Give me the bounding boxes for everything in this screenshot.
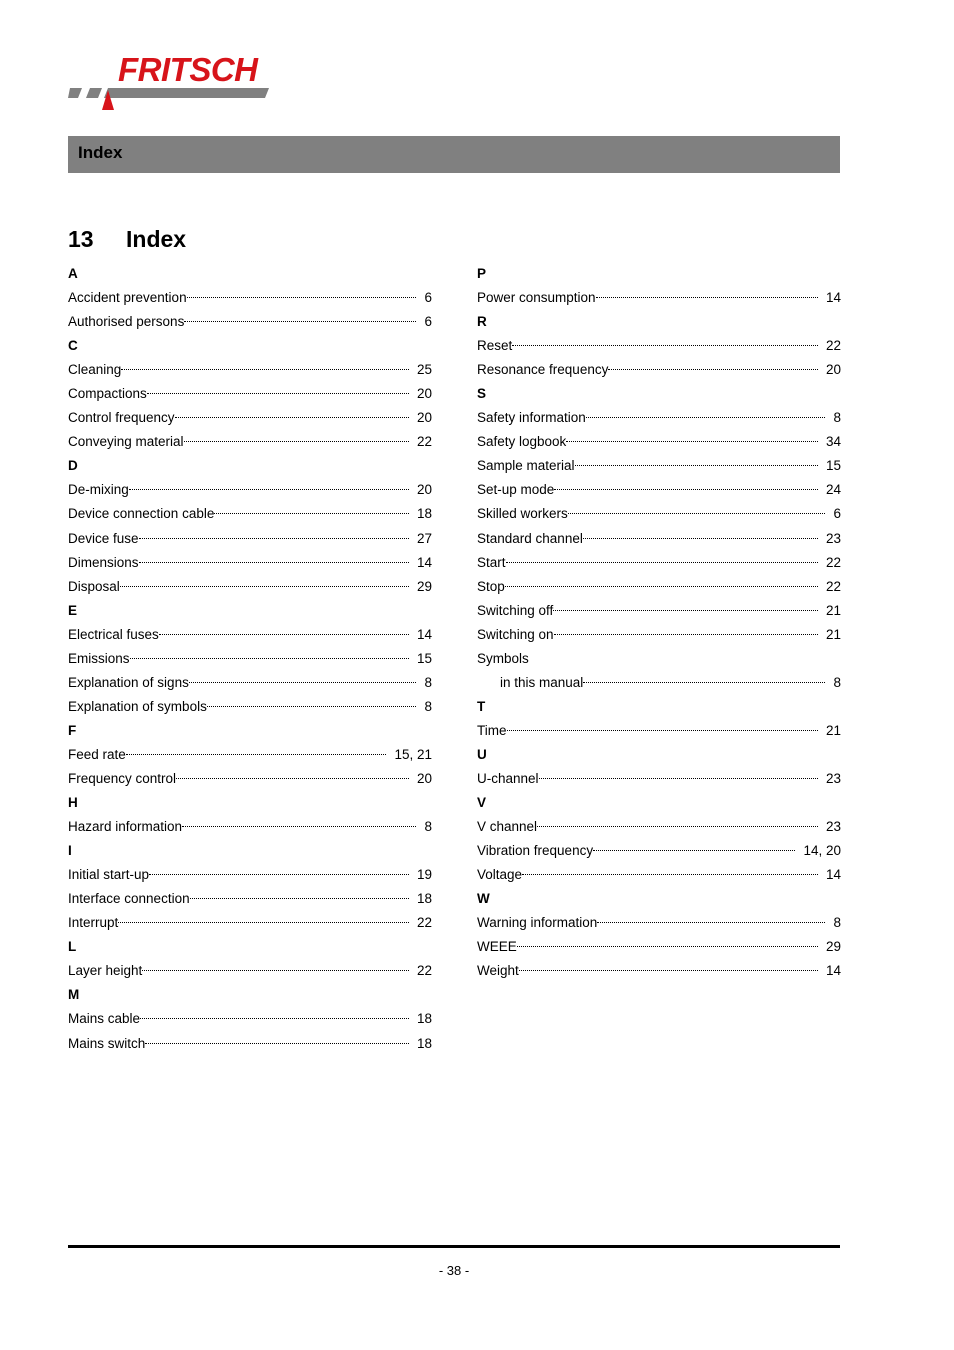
index-term: Layer height [68, 963, 143, 979]
index-entry [477, 478, 841, 502]
index-page-ref: 8 [833, 915, 841, 931]
dot-leader [522, 874, 818, 875]
index-column-left [68, 262, 432, 1056]
index-term: Switching on [477, 626, 554, 642]
index-entry [477, 454, 841, 478]
fritsch-logo [68, 52, 284, 112]
index-entry [68, 478, 432, 502]
dot-leader [505, 586, 818, 587]
index-letter-heading: D [68, 458, 78, 474]
logo-text: FRITSCH [118, 51, 258, 88]
footer-rule [68, 1245, 840, 1248]
index-letter-heading: R [477, 314, 487, 330]
dot-leader [507, 730, 818, 731]
dot-leader [214, 513, 409, 514]
index-page-ref: 8 [833, 674, 841, 690]
dot-leader [512, 345, 818, 346]
index-entry [477, 430, 841, 454]
index-page-ref: 22 [825, 338, 841, 354]
index-entry [477, 575, 841, 599]
index-term: Time [477, 722, 507, 738]
index-term: Mains switch [68, 1035, 146, 1051]
section-header-title: Index [78, 143, 123, 162]
index-letter-heading: S [477, 386, 487, 402]
index-entry [68, 863, 432, 887]
index-page-ref: 14 [416, 554, 432, 570]
dot-leader [139, 562, 409, 563]
index-letter-heading: I [68, 843, 72, 859]
index-entry [68, 815, 432, 839]
section-header-bar [68, 136, 840, 173]
dot-leader [139, 538, 409, 539]
index-page-ref: 22 [416, 915, 432, 931]
index-page-ref: 8 [424, 674, 432, 690]
index-letter-heading: L [68, 939, 77, 955]
dot-leader [517, 946, 818, 947]
index-entry [68, 382, 432, 406]
index-page-ref: 24 [825, 482, 841, 498]
index-entry [68, 527, 432, 551]
index-entry [68, 358, 432, 382]
index-term: Weight [477, 963, 519, 979]
index-page-ref: 6 [424, 314, 432, 330]
index-term: Standard channel [477, 530, 583, 546]
index-page-ref: 22 [416, 434, 432, 450]
dot-leader [120, 586, 409, 587]
index-term: Electrical fuses [68, 626, 159, 642]
index-entry [477, 815, 841, 839]
index-page-ref: 23 [825, 530, 841, 546]
index-letter-heading: W [477, 891, 490, 907]
dot-leader [583, 682, 825, 683]
index-page-ref: 27 [416, 530, 432, 546]
index-page-ref: 20 [416, 386, 432, 402]
index-term: Sample material [477, 458, 575, 474]
dot-leader [130, 658, 409, 659]
index-term: Dimensions [68, 554, 139, 570]
index-term: Stop [477, 578, 505, 594]
dot-leader [142, 970, 409, 971]
index-term: WEEE [477, 939, 517, 955]
index-term: Reset [477, 338, 513, 354]
index-term: Initial start-up [68, 867, 150, 883]
chapter-title: Index [126, 226, 187, 252]
index-entry [477, 527, 841, 551]
index-entry [68, 286, 432, 310]
index-term: Safety logbook [477, 434, 567, 450]
index-entry [477, 959, 841, 983]
index-term: Explanation of signs [68, 674, 189, 690]
index-term: Interrupt [68, 915, 119, 931]
index-page-ref: 14, 20 [803, 843, 841, 859]
dot-leader [566, 441, 818, 442]
index-group-term: Symbols [477, 650, 529, 666]
index-term: Skilled workers [477, 506, 568, 522]
index-term: Feed rate [68, 746, 126, 762]
dot-leader [145, 1043, 409, 1044]
index-entry [477, 623, 841, 647]
dot-leader [596, 297, 818, 298]
dot-leader [207, 706, 417, 707]
index-letter-heading: A [68, 266, 78, 281]
index-term: Explanation of symbols [68, 698, 207, 714]
index-entry [68, 502, 432, 526]
index-letter-heading: T [477, 698, 486, 714]
index-entry [68, 767, 432, 791]
index-letter-heading: C [68, 338, 78, 354]
index-entry [68, 959, 432, 983]
index-term: Disposal [68, 578, 120, 594]
chapter-heading [68, 226, 186, 253]
dot-leader [593, 850, 795, 851]
index-entry [68, 623, 432, 647]
index-page-ref: 14 [825, 290, 841, 306]
index-page-ref: 18 [416, 891, 432, 907]
index-term: Switching off [477, 602, 554, 618]
index-term: Cleaning [68, 362, 122, 378]
dot-leader [519, 970, 818, 971]
dot-leader [554, 489, 818, 490]
dot-leader [554, 634, 818, 635]
index-entry [477, 935, 841, 959]
index-page-ref: 29 [825, 939, 841, 955]
index-page-ref: 25 [416, 362, 432, 378]
index-page-ref: 15 [825, 458, 841, 474]
index-page-ref: 14 [416, 626, 432, 642]
index-term: Conveying material [68, 434, 184, 450]
dot-leader [583, 538, 818, 539]
index-term: Voltage [477, 867, 523, 883]
index-entry [477, 911, 841, 935]
index-term: Compactions [68, 386, 147, 402]
index-entry [68, 310, 432, 334]
index-column-right [477, 262, 841, 983]
index-page-ref: 22 [416, 963, 432, 979]
index-entry [68, 647, 432, 671]
index-page-ref: 18 [416, 506, 432, 522]
index-entry [477, 671, 841, 695]
dot-leader [175, 417, 409, 418]
index-term: Start [477, 554, 506, 570]
index-term: Device fuse [68, 530, 139, 546]
dot-leader [140, 1018, 409, 1019]
index-letter-heading: M [68, 987, 80, 1003]
index-page-ref: 6 [833, 506, 841, 522]
index-page-ref: 20 [825, 362, 841, 378]
dot-leader [537, 826, 818, 827]
index-page-ref: 21 [825, 626, 841, 642]
index-page-ref: 8 [424, 698, 432, 714]
index-page-ref: 18 [416, 1011, 432, 1027]
index-entry [477, 358, 841, 382]
index-entry [68, 911, 432, 935]
index-term: Emissions [68, 650, 130, 666]
dot-leader [126, 754, 387, 755]
index-entry [68, 1007, 432, 1031]
index-term: U-channel [477, 770, 539, 786]
dot-leader [187, 297, 417, 298]
chapter-number: 13 [68, 226, 94, 252]
index-term: Frequency control [68, 770, 177, 786]
dot-leader [176, 778, 409, 779]
dot-leader [539, 778, 818, 779]
index-term: Authorised persons [68, 314, 185, 330]
index-term: Interface connection [68, 891, 190, 907]
index-page-ref: 14 [825, 963, 841, 979]
dot-leader [147, 393, 409, 394]
index-letter-heading: P [477, 266, 487, 281]
index-page-ref: 34 [825, 434, 841, 450]
dot-leader [121, 369, 409, 370]
index-page-ref: 20 [416, 410, 432, 426]
index-page-ref: 6 [424, 290, 432, 306]
index-letter-heading: U [477, 746, 487, 762]
dot-leader [608, 369, 818, 370]
index-term: De-mixing [68, 482, 129, 498]
index-term: Device connection cable [68, 506, 215, 522]
dot-leader [184, 321, 416, 322]
index-page-ref: 15 [416, 650, 432, 666]
index-entry [477, 502, 841, 526]
index-page-ref: 21 [825, 602, 841, 618]
dot-leader [159, 634, 409, 635]
dot-leader [586, 417, 826, 418]
index-term: Accident prevention [68, 290, 187, 306]
index-entry [477, 719, 841, 743]
index-entry [477, 551, 841, 575]
index-term: Safety information [477, 410, 586, 426]
index-term: in this manual [500, 674, 584, 690]
index-term: Warning information [477, 915, 598, 931]
index-entry [68, 406, 432, 430]
index-page-ref: 8 [424, 819, 432, 835]
index-entry [68, 743, 432, 767]
index-page-ref: 21 [825, 722, 841, 738]
index-term: Hazard information [68, 819, 183, 835]
index-term: Mains cable [68, 1011, 141, 1027]
index-page-ref: 23 [825, 770, 841, 786]
index-page-ref: 29 [416, 578, 432, 594]
index-term: Set-up mode [477, 482, 555, 498]
index-page-ref: 18 [416, 1035, 432, 1051]
index-term: Vibration frequency [477, 843, 594, 859]
index-letter-heading: H [68, 795, 78, 811]
index-letter-heading: V [477, 795, 487, 811]
index-entry [477, 286, 841, 310]
dot-leader [129, 489, 409, 490]
index-page-ref: 22 [825, 554, 841, 570]
index-page-ref: 23 [825, 819, 841, 835]
index-entry [68, 887, 432, 911]
index-letter-heading: F [68, 722, 77, 738]
dot-leader [553, 610, 818, 611]
index-page-ref: 19 [416, 867, 432, 883]
index-entry [68, 695, 432, 719]
index-page-ref: 14 [825, 867, 841, 883]
index-entry [68, 671, 432, 695]
index-entry [477, 334, 841, 358]
dot-leader [506, 562, 818, 563]
index-entry [477, 599, 841, 623]
index-term: Power consumption [477, 290, 596, 306]
dot-leader [118, 922, 409, 923]
page-number: - 38 - [438, 1263, 470, 1278]
dot-leader [182, 826, 416, 827]
index-entry [477, 767, 841, 791]
dot-leader [190, 898, 409, 899]
index-term: V channel [477, 819, 538, 835]
index-term: Resonance frequency [477, 362, 609, 378]
index-entry [68, 551, 432, 575]
index-page-ref: 20 [416, 770, 432, 786]
index-entry [477, 863, 841, 887]
index-page-ref: 22 [825, 578, 841, 594]
index-entry [68, 575, 432, 599]
dot-leader [184, 441, 409, 442]
dot-leader [575, 465, 818, 466]
index-page-ref: 15, 21 [394, 746, 432, 762]
dot-leader [568, 513, 826, 514]
index-letter-heading: E [68, 602, 78, 618]
index-entry [477, 839, 841, 863]
index-term: Control frequency [68, 410, 175, 426]
index-page-ref: 8 [833, 410, 841, 426]
index-entry [68, 430, 432, 454]
index-page-ref: 20 [416, 482, 432, 498]
dot-leader [149, 874, 409, 875]
dot-leader [189, 682, 417, 683]
index-entry [68, 1032, 432, 1056]
index-entry [477, 406, 841, 430]
dot-leader [597, 922, 825, 923]
